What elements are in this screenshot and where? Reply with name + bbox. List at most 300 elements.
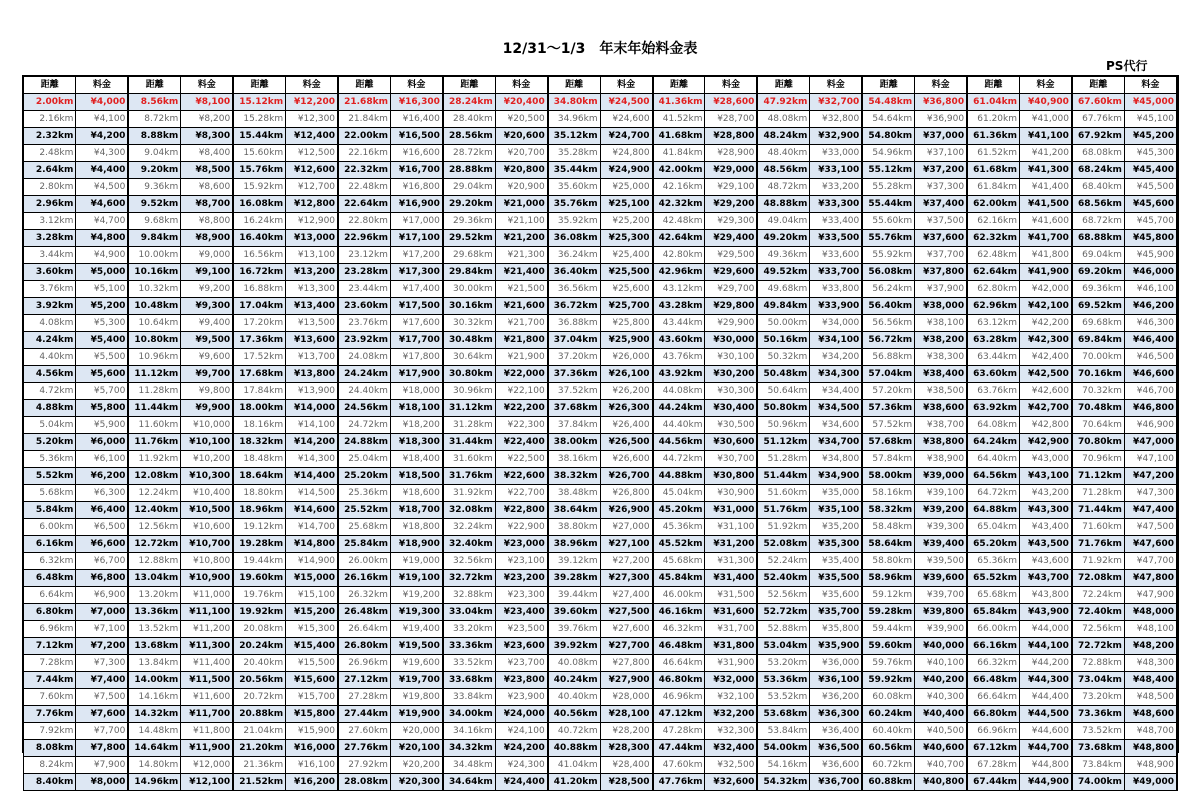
distance-cell: 13.84km [128, 655, 180, 672]
distance-cell: 23.12km [338, 247, 390, 264]
fee-cell: ¥10,100 [181, 434, 233, 451]
fee-cell: ¥40,000 [915, 638, 967, 655]
distance-cell: 32.56km [443, 553, 495, 570]
distance-cell: 42.32km [653, 196, 705, 213]
fee-cell: ¥45,300 [1124, 145, 1177, 162]
fee-cell: ¥11,000 [181, 587, 233, 604]
distance-cell: 18.32km [233, 434, 285, 451]
fee-cell: ¥31,400 [705, 570, 757, 587]
distance-cell: 43.12km [653, 281, 705, 298]
distance-cell: 38.32km [548, 468, 600, 485]
fee-cell: ¥8,600 [181, 179, 233, 196]
fee-cell: ¥18,300 [390, 434, 442, 451]
distance-cell: 27.76km [338, 740, 390, 757]
distance-cell: 37.20km [548, 349, 600, 366]
distance-cell: 18.00km [233, 400, 285, 417]
fee-cell: ¥6,700 [76, 553, 128, 570]
distance-cell: 5.52km [24, 468, 76, 485]
distance-cell: 61.36km [967, 128, 1019, 145]
fee-cell: ¥48,600 [1124, 706, 1177, 723]
distance-cell: 69.68km [1072, 315, 1124, 332]
distance-cell: 28.08km [338, 774, 390, 791]
distance-cell: 64.40km [967, 451, 1019, 468]
distance-cell: 19.76km [233, 587, 285, 604]
header-fee: 料金 [76, 77, 128, 94]
distance-cell: 26.00km [338, 553, 390, 570]
distance-cell: 52.72km [757, 604, 809, 621]
fee-cell: ¥28,400 [600, 757, 652, 774]
fee-cell: ¥22,900 [495, 519, 547, 536]
distance-cell: 17.68km [233, 366, 285, 383]
fee-cell: ¥22,000 [495, 366, 547, 383]
fee-cell: ¥26,500 [600, 434, 652, 451]
fee-cell: ¥31,500 [705, 587, 757, 604]
fee-cell: ¥8,100 [181, 94, 233, 111]
table-row [24, 230, 1178, 247]
fee-cell: ¥27,000 [600, 519, 652, 536]
fee-cell: ¥13,100 [286, 247, 338, 264]
header-distance: 距離 [757, 77, 809, 94]
fee-cell: ¥18,500 [390, 468, 442, 485]
fee-cell: ¥44,300 [1020, 672, 1072, 689]
table-row [24, 689, 1178, 706]
fee-cell: ¥46,900 [1124, 417, 1177, 434]
fee-cell: ¥36,400 [810, 723, 862, 740]
fee-cell: ¥7,000 [76, 604, 128, 621]
distance-cell: 43.60km [653, 332, 705, 349]
table-row [24, 213, 1178, 230]
fee-cell: ¥38,000 [915, 298, 967, 315]
distance-cell: 25.68km [338, 519, 390, 536]
header-distance: 距離 [548, 77, 600, 94]
fee-cell: ¥12,600 [286, 162, 338, 179]
distance-cell: 66.64km [967, 689, 1019, 706]
fee-cell: ¥37,800 [915, 264, 967, 281]
distance-cell: 2.48km [24, 145, 76, 162]
table-row [24, 638, 1178, 655]
distance-cell: 65.36km [967, 553, 1019, 570]
distance-cell: 54.64km [862, 111, 914, 128]
fee-cell: ¥30,500 [705, 417, 757, 434]
fee-cell: ¥12,400 [286, 128, 338, 145]
fee-cell: ¥31,900 [705, 655, 757, 672]
fee-cell: ¥48,500 [1124, 689, 1177, 706]
table-row [24, 434, 1178, 451]
fee-cell: ¥46,800 [1124, 400, 1177, 417]
distance-cell: 11.60km [128, 417, 180, 434]
distance-cell: 16.56km [233, 247, 285, 264]
fee-cell: ¥16,000 [286, 740, 338, 757]
distance-cell: 5.36km [24, 451, 76, 468]
fee-cell: ¥36,200 [810, 689, 862, 706]
distance-cell: 27.60km [338, 723, 390, 740]
fee-cell: ¥39,800 [915, 604, 967, 621]
distance-cell: 22.00km [338, 128, 390, 145]
distance-cell: 65.04km [967, 519, 1019, 536]
distance-cell: 39.92km [548, 638, 600, 655]
fee-cell: ¥48,200 [1124, 638, 1177, 655]
distance-cell: 66.96km [967, 723, 1019, 740]
fee-cell: ¥30,600 [705, 434, 757, 451]
distance-cell: 45.04km [653, 485, 705, 502]
distance-cell: 7.76km [24, 706, 76, 723]
distance-cell: 34.32km [443, 740, 495, 757]
fee-cell: ¥14,000 [286, 400, 338, 417]
fee-cell: ¥16,200 [286, 774, 338, 791]
distance-cell: 50.96km [757, 417, 809, 434]
distance-cell: 65.52km [967, 570, 1019, 587]
table-row [24, 128, 1178, 145]
fee-cell: ¥26,800 [600, 485, 652, 502]
distance-cell: 15.76km [233, 162, 285, 179]
fee-cell: ¥32,100 [705, 689, 757, 706]
distance-cell: 5.20km [24, 434, 76, 451]
table-row [24, 604, 1178, 621]
table-row [24, 774, 1178, 791]
page-title: 12/31〜1/3 年末年始料金表 [502, 41, 698, 57]
distance-cell: 20.88km [233, 706, 285, 723]
header-distance: 距離 [338, 77, 390, 94]
fee-cell: ¥21,100 [495, 213, 547, 230]
fare-table [23, 76, 1178, 791]
distance-cell: 13.20km [128, 587, 180, 604]
fee-cell: ¥6,400 [76, 502, 128, 519]
distance-cell: 67.92km [1072, 128, 1124, 145]
fee-cell: ¥8,300 [181, 128, 233, 145]
distance-cell: 73.36km [1072, 706, 1124, 723]
fee-cell: ¥20,100 [390, 740, 442, 757]
fee-cell: ¥32,800 [810, 111, 862, 128]
distance-cell: 29.20km [443, 196, 495, 213]
fee-cell: ¥29,700 [705, 281, 757, 298]
fee-cell: ¥11,700 [181, 706, 233, 723]
fee-cell: ¥31,200 [705, 536, 757, 553]
distance-cell: 30.16km [443, 298, 495, 315]
distance-cell: 70.80km [1072, 434, 1124, 451]
table-row [24, 94, 1178, 111]
distance-cell: 6.48km [24, 570, 76, 587]
fee-cell: ¥19,600 [390, 655, 442, 672]
distance-cell: 51.44km [757, 468, 809, 485]
header-distance: 距離 [443, 77, 495, 94]
fee-cell: ¥21,900 [495, 349, 547, 366]
fee-cell: ¥18,400 [390, 451, 442, 468]
distance-cell: 55.76km [862, 230, 914, 247]
fee-cell: ¥36,100 [810, 672, 862, 689]
table-row [24, 621, 1178, 638]
fee-cell: ¥34,500 [810, 400, 862, 417]
table-row [24, 723, 1178, 740]
fee-cell: ¥17,600 [390, 315, 442, 332]
fee-cell: ¥21,400 [495, 264, 547, 281]
fee-cell: ¥7,800 [76, 740, 128, 757]
company-name: PS代行 [1106, 59, 1148, 73]
fee-cell: ¥22,600 [495, 468, 547, 485]
distance-cell: 10.00km [128, 247, 180, 264]
fee-cell: ¥27,600 [600, 621, 652, 638]
fee-cell: ¥43,600 [1020, 553, 1072, 570]
fee-cell: ¥18,800 [390, 519, 442, 536]
distance-cell: 38.16km [548, 451, 600, 468]
fee-cell: ¥25,200 [600, 213, 652, 230]
fee-cell: ¥24,400 [495, 774, 547, 791]
fee-cell: ¥33,500 [810, 230, 862, 247]
fee-cell: ¥47,700 [1124, 553, 1177, 570]
distance-cell: 24.88km [338, 434, 390, 451]
distance-cell: 50.64km [757, 383, 809, 400]
fee-cell: ¥38,200 [915, 332, 967, 349]
fee-cell: ¥19,100 [390, 570, 442, 587]
table-row [24, 451, 1178, 468]
distance-cell: 56.24km [862, 281, 914, 298]
fee-cell: ¥4,000 [76, 94, 128, 111]
fee-cell: ¥6,600 [76, 536, 128, 553]
fee-cell: ¥8,800 [181, 213, 233, 230]
distance-cell: 22.16km [338, 145, 390, 162]
fee-cell: ¥33,300 [810, 196, 862, 213]
fee-cell: ¥42,100 [1020, 298, 1072, 315]
distance-cell: 67.76km [1072, 111, 1124, 128]
fee-cell: ¥19,900 [390, 706, 442, 723]
fee-cell: ¥11,900 [181, 740, 233, 757]
fee-cell: ¥29,900 [705, 315, 757, 332]
distance-cell: 69.84km [1072, 332, 1124, 349]
distance-cell: 73.68km [1072, 740, 1124, 757]
distance-cell: 35.12km [548, 128, 600, 145]
fee-cell: ¥29,000 [705, 162, 757, 179]
distance-cell: 45.68km [653, 553, 705, 570]
distance-cell: 10.16km [128, 264, 180, 281]
fee-cell: ¥17,000 [390, 213, 442, 230]
fee-cell: ¥40,200 [915, 672, 967, 689]
distance-cell: 15.44km [233, 128, 285, 145]
fee-cell: ¥35,600 [810, 587, 862, 604]
fee-cell: ¥33,900 [810, 298, 862, 315]
fee-cell: ¥4,200 [76, 128, 128, 145]
fee-cell: ¥30,000 [705, 332, 757, 349]
fee-cell: ¥43,800 [1020, 587, 1072, 604]
distance-cell: 69.20km [1072, 264, 1124, 281]
table-row [24, 145, 1178, 162]
header-fee: 料金 [390, 77, 442, 94]
fee-cell: ¥19,400 [390, 621, 442, 638]
distance-cell: 52.24km [757, 553, 809, 570]
distance-cell: 44.56km [653, 434, 705, 451]
distance-cell: 27.28km [338, 689, 390, 706]
fee-cell: ¥14,200 [286, 434, 338, 451]
distance-cell: 4.88km [24, 400, 76, 417]
distance-cell: 18.96km [233, 502, 285, 519]
distance-cell: 14.64km [128, 740, 180, 757]
table-row [24, 553, 1178, 570]
distance-cell: 58.64km [862, 536, 914, 553]
fee-cell: ¥46,000 [1124, 264, 1177, 281]
distance-cell: 51.76km [757, 502, 809, 519]
distance-cell: 25.52km [338, 502, 390, 519]
fee-cell: ¥48,100 [1124, 621, 1177, 638]
distance-cell: 60.88km [862, 774, 914, 791]
fee-cell: ¥23,800 [495, 672, 547, 689]
fee-cell: ¥25,000 [600, 179, 652, 196]
fee-cell: ¥26,700 [600, 468, 652, 485]
fee-cell: ¥46,600 [1124, 366, 1177, 383]
distance-cell: 55.60km [862, 213, 914, 230]
distance-cell: 2.64km [24, 162, 76, 179]
fee-cell: ¥11,600 [181, 689, 233, 706]
fee-cell: ¥17,500 [390, 298, 442, 315]
fee-cell: ¥26,900 [600, 502, 652, 519]
fee-cell: ¥21,200 [495, 230, 547, 247]
fee-cell: ¥25,300 [600, 230, 652, 247]
table-row [24, 587, 1178, 604]
distance-cell: 28.56km [443, 128, 495, 145]
distance-cell: 14.80km [128, 757, 180, 774]
fee-cell: ¥42,900 [1020, 434, 1072, 451]
distance-cell: 29.84km [443, 264, 495, 281]
distance-cell: 26.32km [338, 587, 390, 604]
fee-cell: ¥9,100 [181, 264, 233, 281]
distance-cell: 30.48km [443, 332, 495, 349]
distance-cell: 7.28km [24, 655, 76, 672]
fee-cell: ¥24,300 [495, 757, 547, 774]
fee-cell: ¥5,600 [76, 366, 128, 383]
distance-cell: 59.60km [862, 638, 914, 655]
distance-cell: 27.44km [338, 706, 390, 723]
fee-cell: ¥27,100 [600, 536, 652, 553]
distance-cell: 63.12km [967, 315, 1019, 332]
distance-cell: 71.44km [1072, 502, 1124, 519]
distance-cell: 52.88km [757, 621, 809, 638]
distance-cell: 17.04km [233, 298, 285, 315]
fee-cell: ¥23,600 [495, 638, 547, 655]
table-body [24, 94, 1178, 791]
fee-cell: ¥49,000 [1124, 774, 1177, 791]
fee-cell: ¥35,100 [810, 502, 862, 519]
distance-cell: 47.44km [653, 740, 705, 757]
distance-cell: 63.44km [967, 349, 1019, 366]
fee-cell: ¥22,800 [495, 502, 547, 519]
distance-cell: 43.28km [653, 298, 705, 315]
distance-cell: 32.72km [443, 570, 495, 587]
fee-cell: ¥42,300 [1020, 332, 1072, 349]
distance-cell: 21.84km [338, 111, 390, 128]
distance-cell: 74.00km [1072, 774, 1124, 791]
distance-cell: 21.20km [233, 740, 285, 757]
distance-cell: 72.40km [1072, 604, 1124, 621]
distance-cell: 54.96km [862, 145, 914, 162]
distance-cell: 29.52km [443, 230, 495, 247]
fee-cell: ¥19,300 [390, 604, 442, 621]
distance-cell: 58.80km [862, 553, 914, 570]
fee-cell: ¥25,500 [600, 264, 652, 281]
fee-cell: ¥42,600 [1020, 383, 1072, 400]
fee-cell: ¥41,700 [1020, 230, 1072, 247]
distance-cell: 57.52km [862, 417, 914, 434]
fee-cell: ¥35,000 [810, 485, 862, 502]
fee-cell: ¥39,000 [915, 468, 967, 485]
fee-cell: ¥8,200 [181, 111, 233, 128]
fee-cell: ¥4,600 [76, 196, 128, 213]
fee-cell: ¥4,900 [76, 247, 128, 264]
fee-cell: ¥32,300 [705, 723, 757, 740]
fee-cell: ¥23,400 [495, 604, 547, 621]
distance-cell: 24.72km [338, 417, 390, 434]
distance-cell: 34.48km [443, 757, 495, 774]
distance-cell: 58.16km [862, 485, 914, 502]
fee-cell: ¥5,700 [76, 383, 128, 400]
distance-cell: 46.64km [653, 655, 705, 672]
distance-cell: 49.04km [757, 213, 809, 230]
distance-cell: 49.84km [757, 298, 809, 315]
fee-cell: ¥36,500 [810, 740, 862, 757]
distance-cell: 11.76km [128, 434, 180, 451]
distance-cell: 21.36km [233, 757, 285, 774]
fee-cell: ¥9,200 [181, 281, 233, 298]
fee-cell: ¥21,700 [495, 315, 547, 332]
table-row [24, 757, 1178, 774]
fee-cell: ¥15,100 [286, 587, 338, 604]
fee-cell: ¥18,200 [390, 417, 442, 434]
fee-cell: ¥37,100 [915, 145, 967, 162]
distance-cell: 62.00km [967, 196, 1019, 213]
fee-cell: ¥19,800 [390, 689, 442, 706]
fee-cell: ¥4,100 [76, 111, 128, 128]
fee-cell: ¥22,200 [495, 400, 547, 417]
fee-cell: ¥38,500 [915, 383, 967, 400]
fee-cell: ¥5,000 [76, 264, 128, 281]
fee-cell: ¥10,000 [181, 417, 233, 434]
distance-cell: 53.52km [757, 689, 809, 706]
distance-cell: 17.84km [233, 383, 285, 400]
fee-cell: ¥15,300 [286, 621, 338, 638]
fee-cell: ¥29,200 [705, 196, 757, 213]
distance-cell: 38.96km [548, 536, 600, 553]
fee-cell: ¥37,000 [915, 128, 967, 145]
fee-cell: ¥46,500 [1124, 349, 1177, 366]
distance-cell: 64.72km [967, 485, 1019, 502]
distance-cell: 48.24km [757, 128, 809, 145]
distance-cell: 7.92km [24, 723, 76, 740]
distance-cell: 34.80km [548, 94, 600, 111]
distance-cell: 72.24km [1072, 587, 1124, 604]
distance-cell: 18.16km [233, 417, 285, 434]
table-row [24, 366, 1178, 383]
distance-cell: 38.80km [548, 519, 600, 536]
fee-cell: ¥4,800 [76, 230, 128, 247]
distance-cell: 10.96km [128, 349, 180, 366]
distance-cell: 56.88km [862, 349, 914, 366]
fee-cell: ¥35,800 [810, 621, 862, 638]
fee-cell: ¥34,300 [810, 366, 862, 383]
fee-cell: ¥23,900 [495, 689, 547, 706]
fee-cell: ¥30,400 [705, 400, 757, 417]
fee-cell: ¥10,800 [181, 553, 233, 570]
table-row [24, 349, 1178, 366]
distance-cell: 58.00km [862, 468, 914, 485]
fee-cell: ¥13,400 [286, 298, 338, 315]
fee-cell: ¥14,100 [286, 417, 338, 434]
distance-cell: 45.36km [653, 519, 705, 536]
fee-cell: ¥12,900 [286, 213, 338, 230]
fee-cell: ¥39,900 [915, 621, 967, 638]
fee-cell: ¥40,600 [915, 740, 967, 757]
fee-cell: ¥41,300 [1020, 162, 1072, 179]
fee-cell: ¥42,700 [1020, 400, 1072, 417]
table-row [24, 502, 1178, 519]
distance-cell: 13.04km [128, 570, 180, 587]
distance-cell: 49.36km [757, 247, 809, 264]
fee-cell: ¥45,000 [1124, 94, 1177, 111]
